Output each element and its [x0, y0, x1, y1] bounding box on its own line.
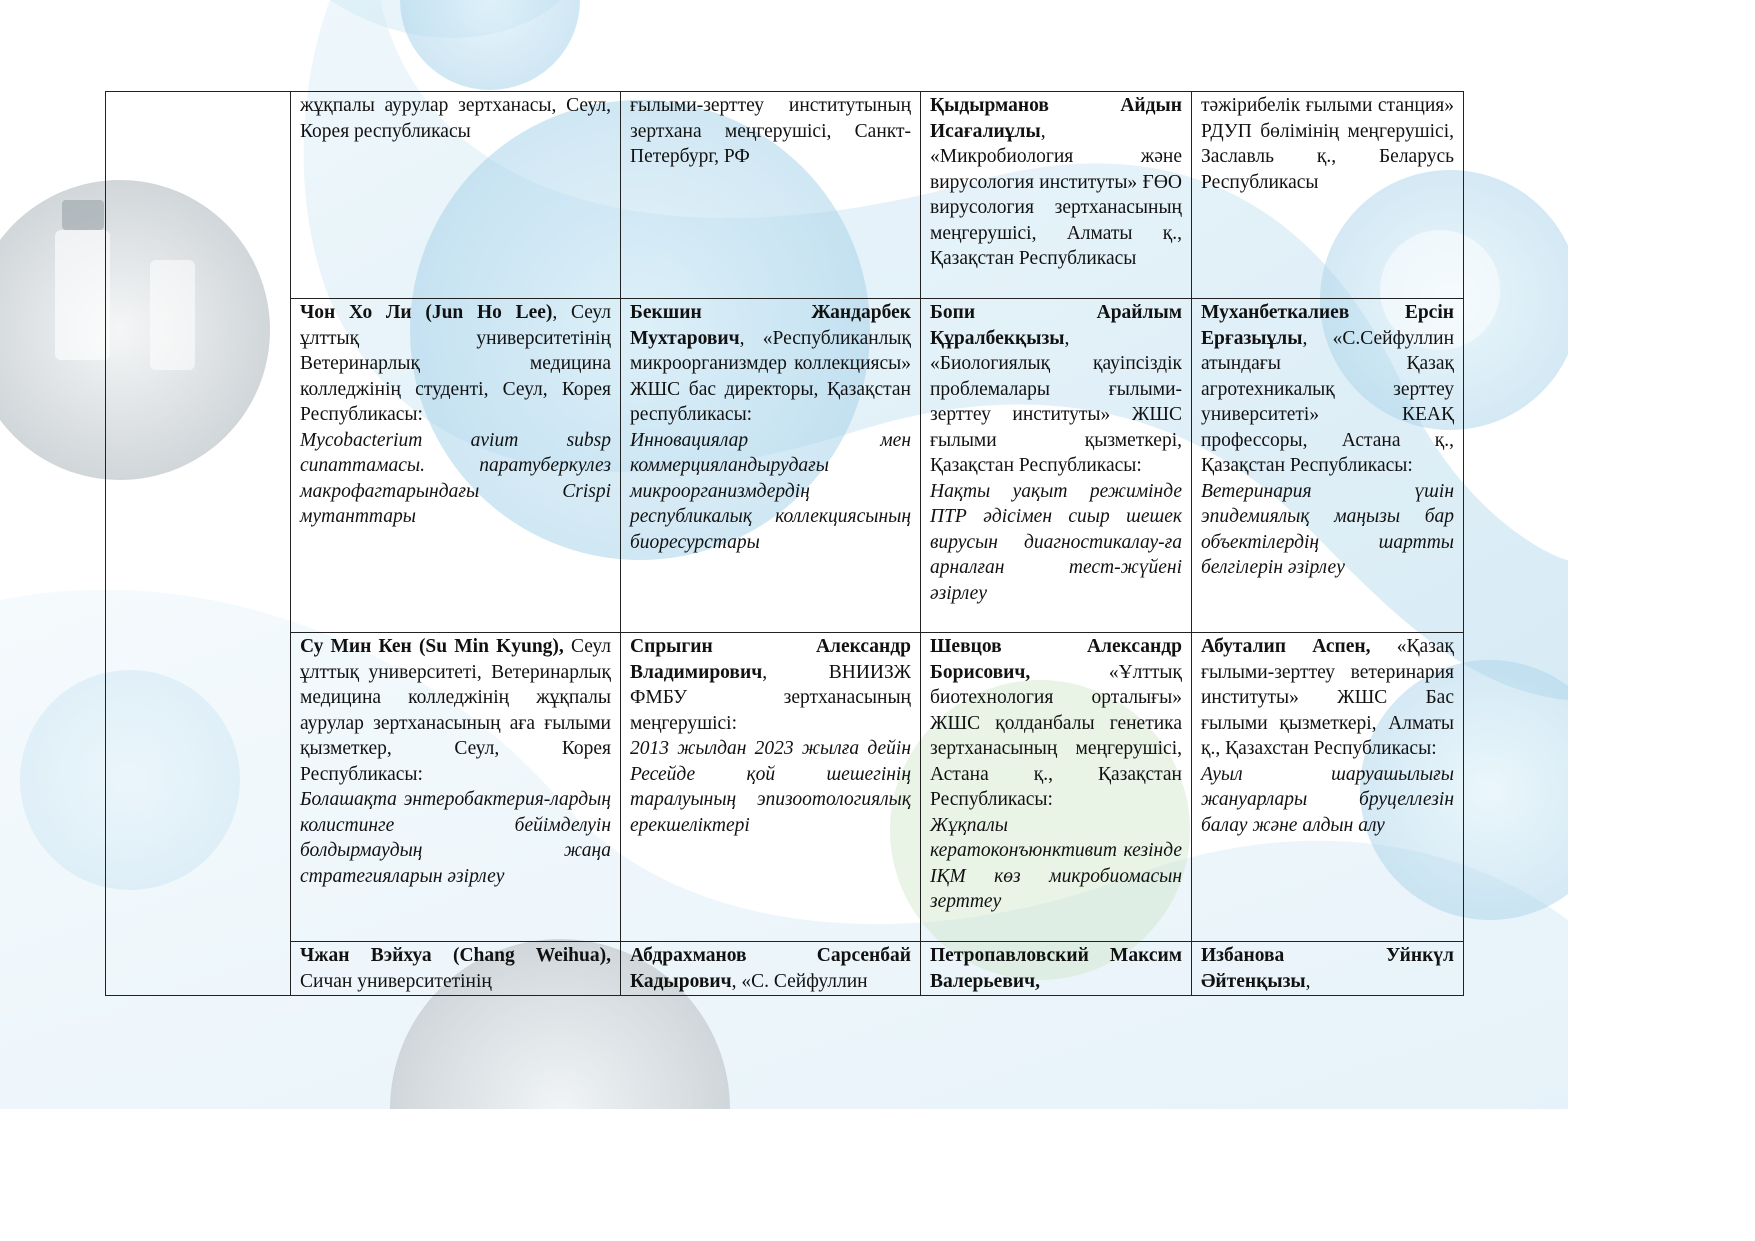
cell-text: жұқпалы аурулар зертханасы, Сеул, Корея республикасы [300, 95, 611, 142]
cell-text: тәжірибелік ғылыми станция» РДУП бөлімінің меңгерушісі, Заславль қ., Беларусь Республикасы [1201, 95, 1454, 193]
table-row [106, 942, 1464, 996]
table-cell [621, 92, 921, 299]
speaker-affiliation: «Ұлттық биотехнология орталығы» ЖШС қолданбалы генетика зертханасының меңгерушісі, Астана қ., Қазақстан Республикасы: [930, 661, 1182, 810]
table-cell [921, 942, 1192, 996]
speaker-affiliation: Сеул ұлттық университеті, Ветеринарлық медицина колледжінің жұқпалы аурулар зертханасының аға ғылыми қызметкер, Сеул, Корея Республикасы: [300, 636, 611, 785]
table-cell-empty [106, 92, 291, 996]
speaker-name: Қыдырманов Айдын Исағалиұлы [930, 95, 1182, 142]
table-cell [921, 633, 1192, 942]
speaker-affiliation: , «С. Сейфуллин [731, 970, 868, 992]
speaker-affiliation: Сичан университетінің [300, 970, 492, 992]
speaker-name: Избанова Уйнкүл Әйтенқызы [1201, 945, 1454, 992]
speaker-affiliation: , Сеул ұлттық университетінің Ветеринарлық медицина колледжінің студенті, Сеул, Корея Республикасы: [300, 302, 611, 425]
talk-topic: Инновациялар мен коммерцияландырудағы микроорганизмдердің республикалық коллекциясының биоресурстары [630, 429, 911, 553]
speaker-affiliation: , «Микробиология және вирусология институты» ҒӨО вирусология зертханасының меңгерушісі, Алматы қ., Қазақстан Республикасы [930, 120, 1182, 269]
speaker-affiliation: , «С.Сейфуллин атындағы Қазақ агротехникалық зерттеу университеті» КЕАҚ профессоры, Астана қ., Қазақстан Республикасы: [1201, 327, 1454, 476]
talk-topic: 2013 жылдан 2023 жылға дейін Ресейде қой шешегінің таралуының эпизоотологиялық ерекшеліктері [630, 738, 911, 836]
program-table [105, 91, 1464, 996]
table-row [106, 299, 1464, 633]
talk-topic: Нақты уақыт режимінде ПТР әдісімен сиыр шешек вирусын диагностикалау-ға арналған тест-жүйені әзірлеу [930, 480, 1182, 604]
table-row [106, 92, 1464, 299]
talk-topic: Ауыл шаруашылығы жануарлары бруцеллезін балау және алдын алу [1201, 763, 1454, 836]
table-cell [291, 942, 621, 996]
speaker-name: Абуталип Аспен, [1201, 636, 1371, 657]
table-cell [921, 92, 1192, 299]
speaker-affiliation: «Қазақ ғылыми-зерттеу ветеринария институты» ЖШС Бас ғылыми қызметкері, Алматы қ., Қазахстан Республикасы: [1201, 636, 1454, 759]
cell-text: ғылыми-зерттеу институтының зертхана меңгерушісі, Санкт-Петербург, РФ [630, 95, 911, 167]
decor-circle-top [400, 0, 580, 90]
speaker-name: Петропавловский Максим Валерьевич, [930, 945, 1182, 992]
table-cell [1192, 633, 1464, 942]
speaker-name: Бекшин Жандарбек Мухтарович [630, 302, 911, 349]
table-row [106, 633, 1464, 942]
speaker-affiliation: , ВНИИЗЖ ФМБУ зертханасының меңгерушісі: [630, 661, 911, 734]
talk-topic: Болашақта энтеробактерия-лардың колистинге бейімделуін болдырмаудың жаңа стратегияларын әзірлеу [300, 789, 611, 887]
table-cell [1192, 299, 1464, 633]
table-cell [621, 942, 921, 996]
table-cell [291, 92, 621, 299]
table-cell [1192, 92, 1464, 299]
speaker-name: Спрыгин Александр Владимирович [630, 636, 911, 683]
table-cell [291, 633, 621, 942]
table-cell [621, 633, 921, 942]
speaker-name: Чжан Вэйхуа (Chang Weihua), [300, 945, 611, 966]
speaker-affiliation: , «Биологиялық қауіпсіздік проблемалары ғылыми-зерттеу институты» ЖШС ғылыми қызметкері, Қазақстан Республикасы: [930, 327, 1182, 476]
talk-topic: Ветеринария үшін эпидемиялық маңызы бар объектілердің шартты белгілерін әзірлеу [1201, 480, 1454, 578]
speaker-name: Муханбеткалиев Ерсін Ерғазыұлы [1201, 302, 1454, 349]
speaker-name: Чон Хо Ли (Jun Ho Lee) [300, 302, 553, 323]
table-cell [621, 299, 921, 633]
speaker-affiliation: , «Республиканлық микроорганизмдер коллекциясы» ЖШС бас директоры, Қазақстан республикасы: [630, 327, 911, 425]
table-cell [1192, 942, 1464, 996]
speaker-name: Абдрахманов Сарсенбай Кадырович [630, 945, 911, 992]
speaker-affiliation: , [1305, 970, 1311, 992]
speaker-name: Су Мин Кен (Su Min Kyung), [300, 636, 564, 657]
speaker-name: Бопи Арайлым Құралбекқызы [930, 302, 1182, 349]
speaker-name: Шевцов Александр Борисович, [930, 636, 1182, 683]
table-cell [291, 299, 621, 633]
talk-topic: Жұқпалы кератоконъюнктивит кезінде ІҚМ көз микробиомасын зерттеу [930, 814, 1182, 912]
talk-topic: Mycobacterium avium subsp сипаттамасы. паратуберкулез макрофагтарындағы Crispi мутанттары [300, 429, 611, 527]
table-cell [921, 299, 1192, 633]
